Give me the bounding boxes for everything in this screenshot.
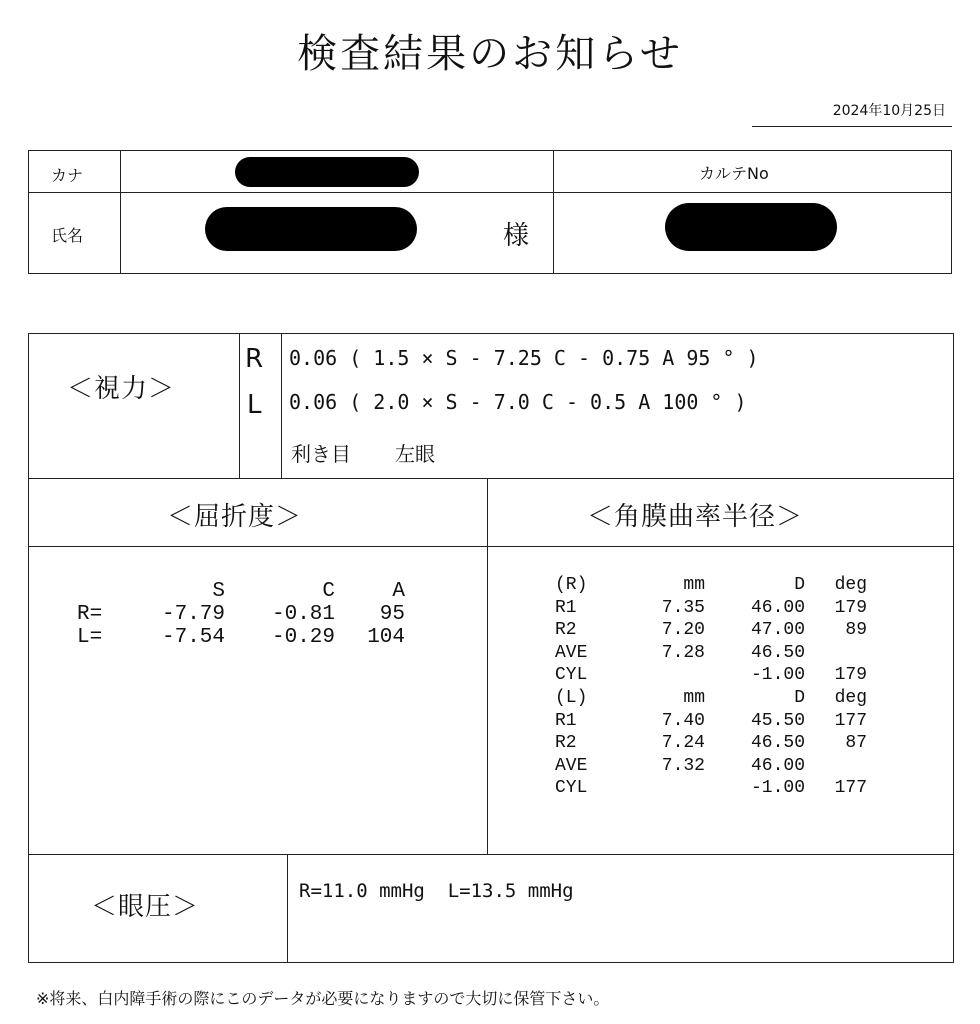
refraction-heading: ＜屈折度＞ [167,502,303,532]
keratometry-cell: (L) [555,687,588,708]
patient-table-row-divider [29,192,951,193]
keratometry-cell: mm [683,687,705,708]
refraction-header-cell: A [392,580,405,603]
keratometry-row [555,574,867,597]
keratometry-cell: 7.32 [661,755,705,776]
va-col-divider [281,334,282,478]
keratometry-cell: 177 [834,710,867,731]
keratometry-cell: deg [834,687,867,708]
keratometry-row [555,642,867,665]
refraction-row [77,626,405,649]
kana-label: カナ [51,166,84,185]
keratometry-cell: 7.20 [661,620,705,641]
refraction-header-cell [77,580,147,603]
keratometry-cell: D [794,575,805,595]
refraction-row [77,603,405,626]
honorific: 様 [503,221,530,251]
keratometry-cell: 177 [834,778,867,799]
keratometry-cell: CYL [555,778,588,799]
keratometry-cell: 7.35 [661,597,705,618]
keratometry-cell: mm [683,575,705,595]
right-eye-letter: R [245,344,264,374]
keratometry-cell: R1 [555,710,577,731]
left-eye-letter: L [247,390,262,420]
refr-kera-divider [487,478,488,854]
refraction-header-cell: S [212,580,225,603]
keratometry-cell: AVE [555,755,588,776]
visual-acuity-right: 0.06 ( 1.5 × S - 7.25 C - 0.75 A 95 ° ) [289,346,759,370]
keratometry-row [555,597,867,620]
keratometry-cell: 46.50 [750,733,805,754]
keratometry-cell [625,777,705,800]
footer-note: ※将来、白内障手術の際にこのデータが必要になりますので大切に保管下さい。 [36,989,610,1008]
keratometry-cell: -1.00 [750,778,805,799]
patient-table [28,150,952,274]
keratometry-cell: 179 [834,597,867,618]
refraction-cell: R= [77,603,103,626]
keratometry-cell: 87 [845,733,867,754]
va-col-divider [239,334,240,478]
refraction-cell: -0.29 [271,626,335,649]
keratometry-cell: CYL [555,665,588,686]
keratometry-cell [625,664,705,687]
keratometry-row [555,732,867,755]
patient-table-col-divider [120,151,121,273]
redacted-kana [235,157,419,187]
keratometry-cell: 89 [845,620,867,641]
iop-value: R=11.0 mmHg L=13.5 mmHg [299,880,574,902]
iop-heading: ＜眼圧＞ [91,892,200,922]
keratometry-row [555,777,867,800]
results-box [28,333,954,963]
redacted-chart-no [665,203,837,251]
refraction-header-row [77,580,405,603]
name-label: 氏名 [51,226,84,245]
issue-date: 2024年10月25日 [832,103,946,119]
keratometry-row [555,687,867,710]
keratometry-cell: 7.40 [661,710,705,731]
section-divider [29,546,953,547]
keratometry-cell: AVE [555,642,588,663]
keratometry-cell: R1 [555,597,577,618]
keratometry-cell: 47.00 [750,620,805,641]
keratometry-cell: 7.28 [661,642,705,663]
chart-no-label: カルテNo [699,164,769,183]
keratometry-cell [805,755,867,778]
keratometry-cell: 179 [834,665,867,686]
keratometry-cell: 7.24 [661,733,705,754]
refraction-cell: 95 [379,603,405,626]
dominant-eye-value: 左眼 [395,442,435,466]
refraction-cell: L= [77,626,103,649]
refraction-cell: -7.54 [161,626,225,649]
patient-table-col-divider [553,151,554,273]
keratometry-cell: 45.50 [750,710,805,731]
keratometry-cell: R2 [555,733,577,754]
refraction-cell: 104 [367,626,405,649]
keratometry-cell: D [794,687,805,708]
keratometry-cell [805,642,867,665]
visual-acuity-heading: ＜視力＞ [67,374,176,404]
keratometry-cell: 46.50 [750,642,805,663]
iop-col-divider [287,854,288,962]
refraction-header-cell: C [322,580,335,603]
keratometry-heading: ＜角膜曲率半径＞ [587,502,804,532]
keratometry-row [555,664,867,687]
keratometry-cell: deg [834,575,867,595]
keratometry-cell: (R) [555,575,588,595]
refraction-cell: -0.81 [271,603,335,626]
keratometry-row [555,755,867,778]
keratometry-table [555,574,867,800]
page-title: 検査結果のお知らせ [297,31,683,77]
refraction-table [77,580,405,649]
keratometry-row [555,710,867,733]
section-divider [29,854,953,855]
visual-acuity-left: 0.06 ( 2.0 × S - 7.0 C - 0.5 A 100 ° ) [289,390,747,414]
keratometry-cell: -1.00 [750,665,805,686]
refraction-cell: -7.79 [161,603,225,626]
redacted-name [205,207,417,251]
keratometry-cell: R2 [555,620,577,641]
date-underline [752,126,952,127]
section-divider [29,478,953,479]
keratometry-row [555,619,867,642]
keratometry-cell: 46.00 [750,597,805,618]
keratometry-cell: 46.00 [750,755,805,776]
dominant-eye-label: 利き目 [291,442,351,466]
